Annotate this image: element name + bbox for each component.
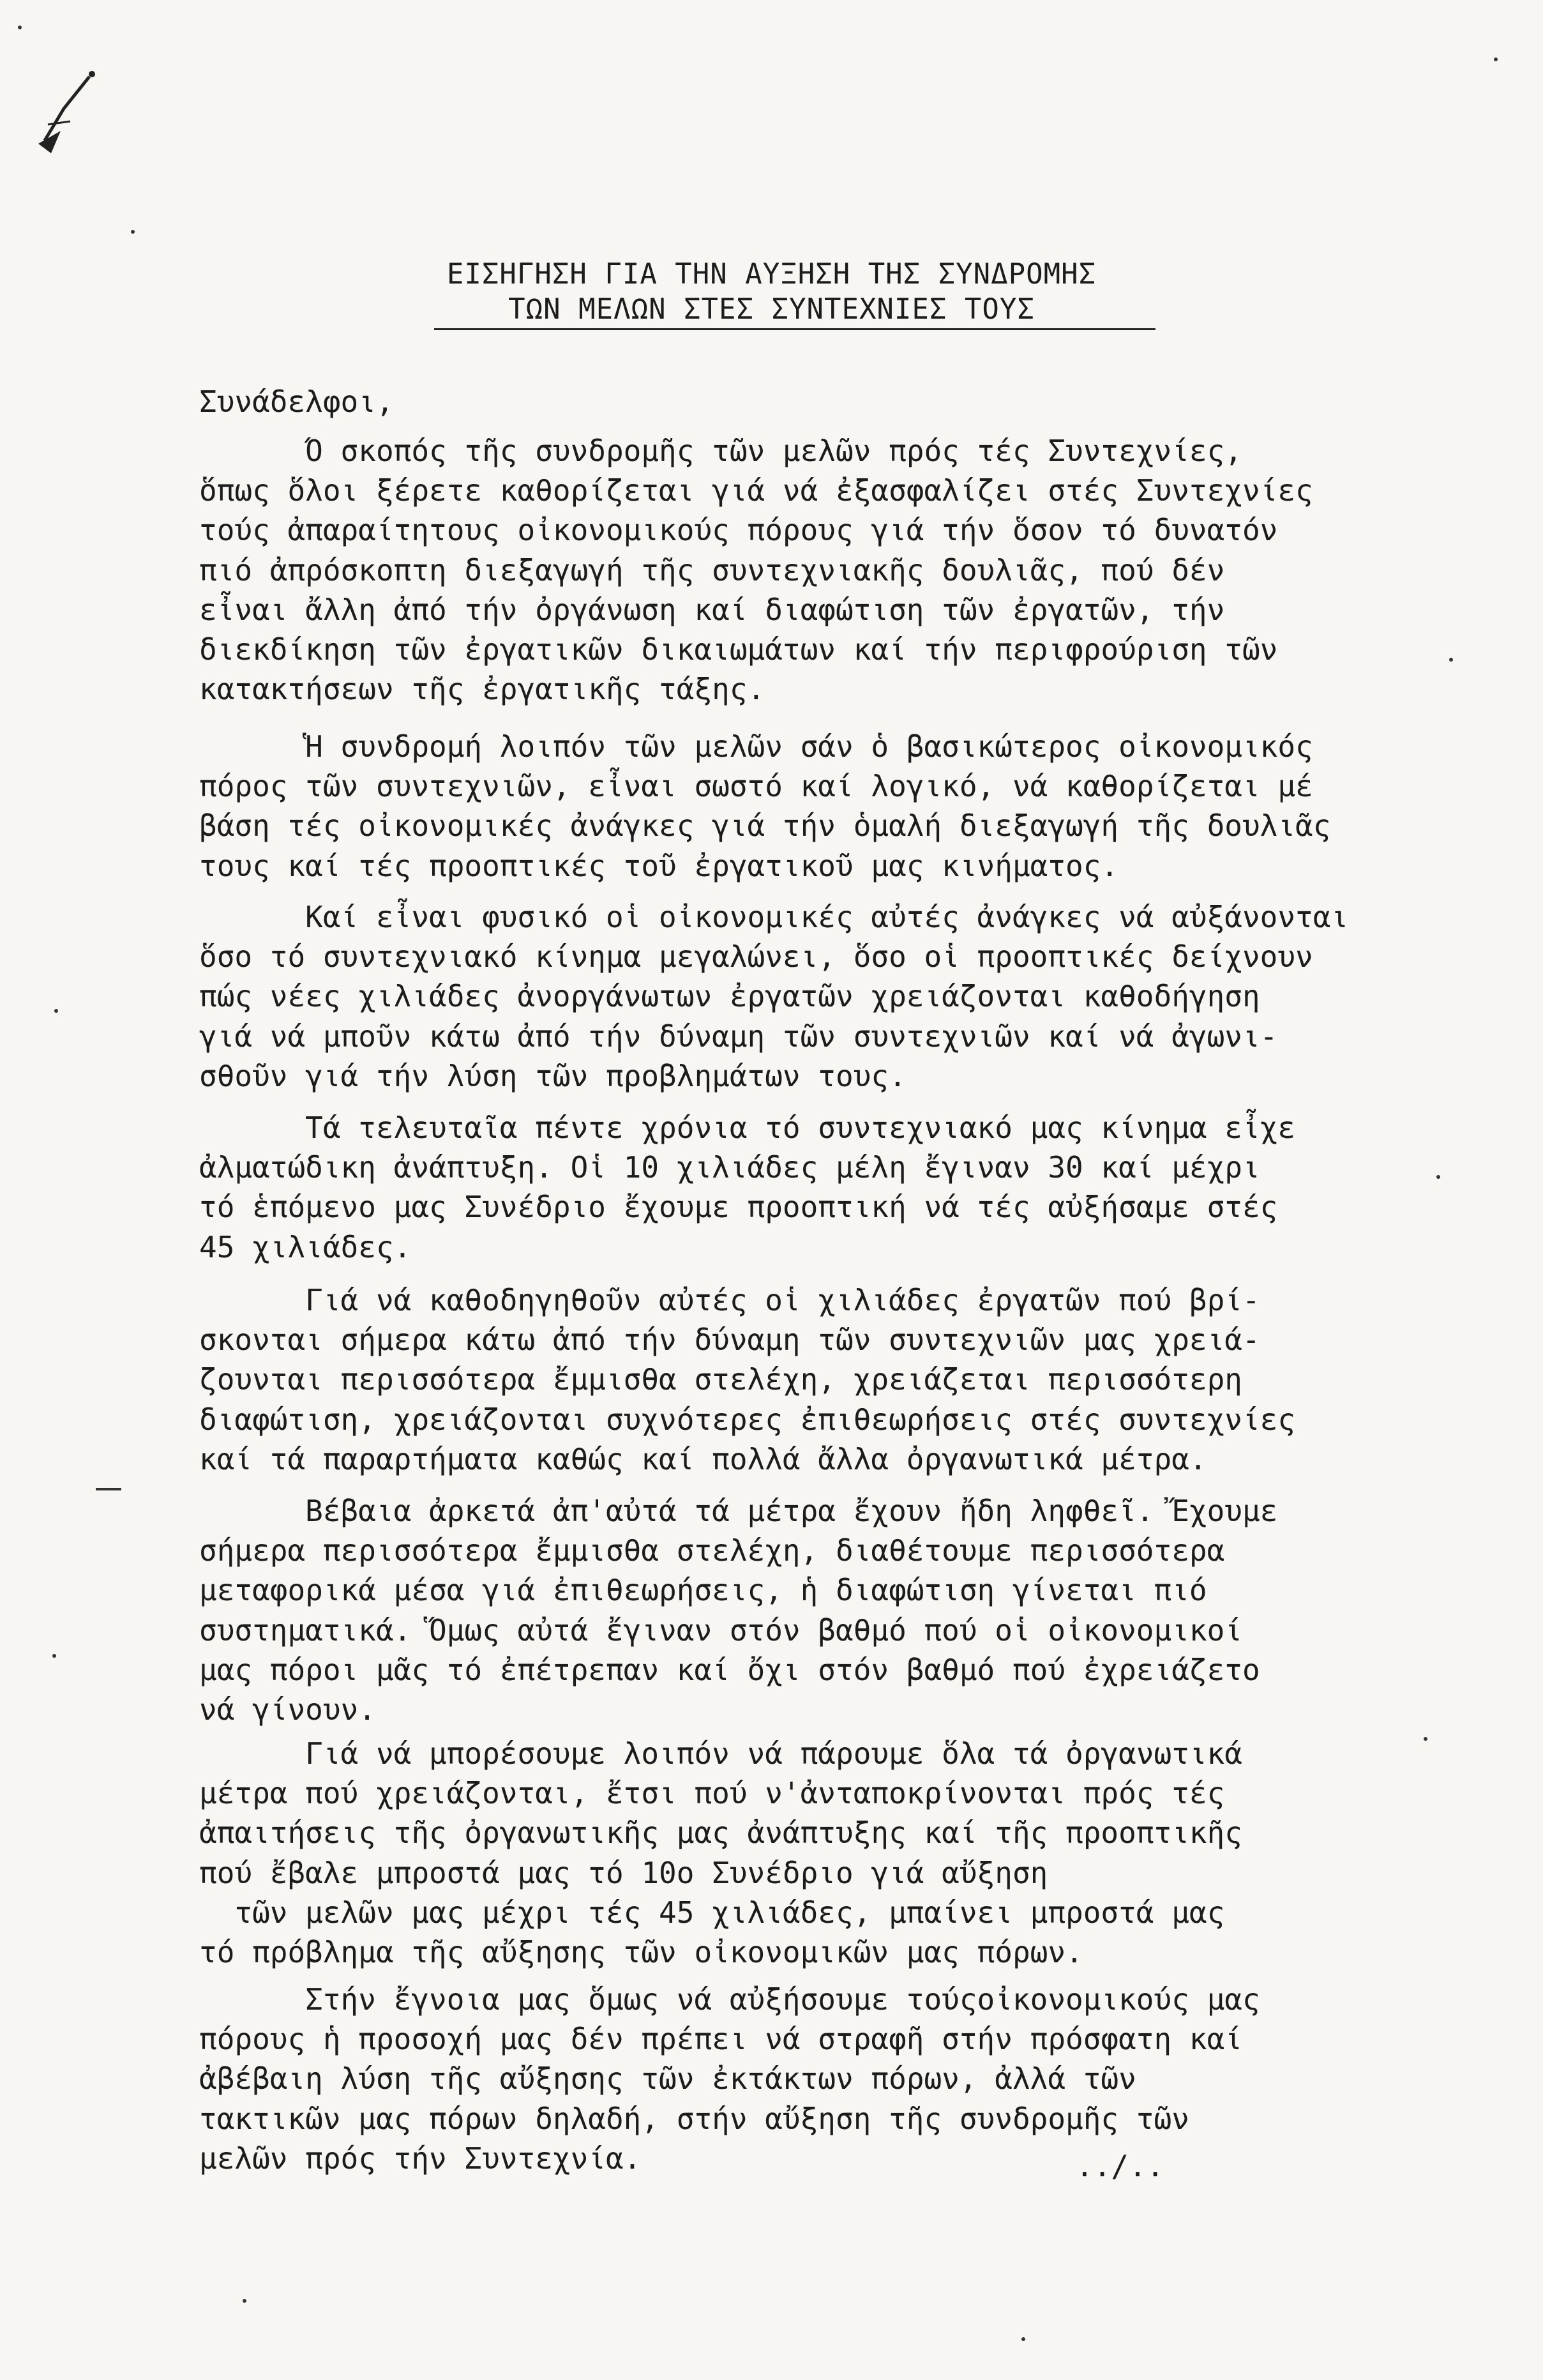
paragraph-8	[199, 1980, 1444, 2178]
margin-mark	[96, 1488, 121, 1490]
scan-speck	[1494, 57, 1498, 61]
text-line: πόρους ἡ προσοχή μας δέν πρέπει νά στραφῆ στήν πρόσφατη καί	[199, 2022, 1242, 2057]
text-line: Ἡ συνδρομή λοιπόν τῶν μελῶν σάν ὁ βασικώτερος οἰκονομικός	[199, 729, 1313, 764]
text-line: εἶναι ἄλλη ἀπό τήν ὀργάνωση καί διαφώτιση τῶν ἐργατῶν, τήν	[199, 592, 1225, 627]
text-line: ἀβέβαιη λύση τῆς αὔξησης τῶν ἐκτάκτων πόρων, ἀλλά τῶν	[199, 2061, 1136, 2096]
text-line: Καί εἶναι φυσικό οἱ οἰκονομικές αὐτές ἀνάγκες νά αὐξάνονται	[199, 900, 1349, 934]
text-line: τους καί τές προοπτικές τοῦ ἐργατικοῦ μας κινήματος.	[199, 848, 1119, 883]
text-line: μας πόροι μᾶς τό ἐπέτρεπαν καί ὄχι στόν βαθμό πού ἐχρειάζετο	[199, 1652, 1260, 1687]
document-title-line1: ΕΙΣΗΓΗΣΗ ΓΙΑ ΤΗΝ ΑΥΞΗΣΗ ΤΗΣ ΣΥΝΔΡΟΜΗΣ	[446, 258, 1097, 291]
text-line: Βέβαια ἀρκετά ἀπ'αὐτά τά μέτρα ἔχουν ἤδη ληφθεῖ. Ἔχουμε	[199, 1494, 1278, 1528]
text-line: σκονται σήμερα κάτω ἀπό τήν δύναμη τῶν συντεχνιῶν μας χρειά-	[199, 1323, 1260, 1358]
text-line: Τά τελευταῖα πέντε χρόνια τό συντεχνιακό μας κίνημα εἶχε	[199, 1110, 1296, 1145]
paragraph-3	[199, 897, 1444, 1096]
text-line: πιό ἀπρόσκοπτη διεξαγωγή τῆς συντεχνιακῆς δουλιᾶς, πού δέν	[199, 552, 1225, 587]
paragraph-7	[199, 1734, 1444, 1972]
text-line: τῶν μελῶν μας μέχρι τές 45 χιλιάδες, μπαίνει μπροστά μας	[199, 1895, 1225, 1930]
document-title-line2: ΤΩΝ ΜΕΛΩΝ ΣΤΕΣ ΣΥΝΤΕΧΝΙΕΣ ΤΟΥΣ	[508, 293, 1035, 326]
text-line: καί τά παραρτήματα καθώς καί πολλά ἄλλα ὀργανωτικά μέτρα.	[199, 1441, 1207, 1476]
title-underline	[434, 328, 1155, 330]
text-line: Ό σκοπός τῆς συνδρομῆς τῶν μελῶν πρός τές Συντεχνίες,	[199, 434, 1242, 468]
text-line: συστηματικά. Ὅμως αὐτά ἔγιναν στόν βαθμό πού οἱ οἰκονομικοί	[199, 1612, 1242, 1648]
text-line: μελῶν πρός τήν Συντεχνία.	[199, 2141, 642, 2176]
text-line: τό πρόβλημα τῆς αὔξησης τῶν οἰκονομικῶν μας πόρων.	[199, 1934, 1083, 1969]
text-line: πόρος τῶν συντεχνιῶν, εἶναι σωστό καί λογικό, νά καθορίζεται μέ	[199, 769, 1313, 804]
text-line: κατακτήσεων τῆς ἐργατικῆς τάξης.	[199, 672, 765, 707]
text-line: τούς ἀπαραίτητους οἰκονομικούς πόρους γιά τήν ὅσον τό δυνατόν	[199, 513, 1278, 548]
text-line: μέτρα πού χρειάζονται, ἔτσι πού ν'ἀνταποκρίνονται πρός τές	[199, 1776, 1225, 1811]
scan-speck	[52, 1654, 56, 1658]
text-line: τό ἑπόμενο μας Συνέδριο ἔχουμε προοπτική νά τές αὐξήσαμε στές	[199, 1190, 1278, 1225]
scan-speck	[54, 1009, 58, 1013]
text-line: τακτικῶν μας πόρων δηλαδή, στήν αὔξηση τῆς συνδρομῆς τῶν	[199, 2101, 1189, 2136]
text-line: ἀλματώδικη ἀνάπτυξη. Οἱ 10 χιλιάδες μέλη ἔγιναν 30 καί μέχρι	[199, 1150, 1260, 1185]
scan-speck	[1021, 2337, 1025, 2341]
text-line: διαφώτιση, χρειάζονται συχνότερες ἐπιθεωρήσεις στές συντεχνίες	[199, 1402, 1296, 1437]
scan-speck	[18, 26, 22, 29]
text-line: σήμερα περισσότερα ἔμμισθα στελέχη, διαθέτουμε περισσότερα	[199, 1533, 1225, 1568]
text-line: ὅσο τό συντεχνιακό κίνημα μεγαλώνει, ὅσο οἱ προοπτικές δείχνουν	[199, 939, 1313, 974]
paragraph-5	[199, 1280, 1444, 1479]
paragraph-2	[199, 727, 1444, 886]
text-line: πού ἔβαλε μπροστά μας τό 10ο Συνέδριο γιά αὔξηση	[199, 1855, 1048, 1890]
text-line: 45 χιλιάδες.	[199, 1229, 412, 1264]
text-line: ὅπως ὅλοι ξέρετε καθορίζεται γιά νά ἐξασφαλίζει στές Συντεχνίες	[199, 473, 1313, 508]
scan-speck	[131, 230, 135, 234]
text-line: Στήν ἔγνοια μας ὅμως νά αὐξήσουμε τούςοἰκονομικούς μας	[199, 1982, 1260, 2017]
text-line: μεταφορικά μέσα γιά ἐπιθεωρήσεις, ἡ διαφώτιση γίνεται πιό	[199, 1573, 1207, 1608]
text-line: Γιά νά μπορέσουμε λοιπόν νά πάρουμε ὅλα τά ὀργανωτικά	[199, 1736, 1242, 1771]
text-line: νά γίνουν.	[199, 1692, 376, 1727]
paragraph-6	[199, 1491, 1444, 1729]
text-line: γιά νά μποῦν κάτω ἀπό τήν δύναμη τῶν συντεχνιῶν καί νά ἀγωνι-	[199, 1019, 1278, 1054]
text-line: σθοῦν γιά τήν λύση τῶν προβλημάτων τους.	[199, 1058, 907, 1093]
text-line: διεκδίκηση τῶν ἐργατικῶν δικαιωμάτων καί τήν περιφρούριση τῶν	[199, 632, 1278, 667]
ink-smudge-mark	[26, 70, 102, 160]
scan-speck	[1449, 658, 1453, 662]
text-line: ἀπαιτήσεις τῆς ὀργανωτικῆς μας ἀνάπτυξης καί τῆς προοπτικῆς	[199, 1815, 1242, 1851]
text-line: ζουνται περισσότερα ἔμμισθα στελέχη, χρειάζεται περισσότερη	[199, 1362, 1242, 1397]
greeting: Συνάδελφοι,	[199, 384, 394, 419]
scan-speck	[243, 2299, 246, 2303]
continuation-mark: ../..	[1076, 2149, 1164, 2183]
text-line: πώς νέες χιλιάδες ἀνοργάνωτων ἐργατῶν χρειάζονται καθοδήγηση	[199, 979, 1260, 1014]
text-line: βάση τές οἰκονομικές ἀνάγκες γιά τήν ὁμαλή διεξαγωγή τῆς δουλιᾶς	[199, 808, 1331, 844]
paragraph-4	[199, 1108, 1444, 1267]
paragraph-1	[199, 431, 1444, 709]
text-line: Γιά νά καθοδηγηθοῦν αὐτές οἱ χιλιάδες ἐργατῶν πού βρί-	[199, 1283, 1260, 1317]
